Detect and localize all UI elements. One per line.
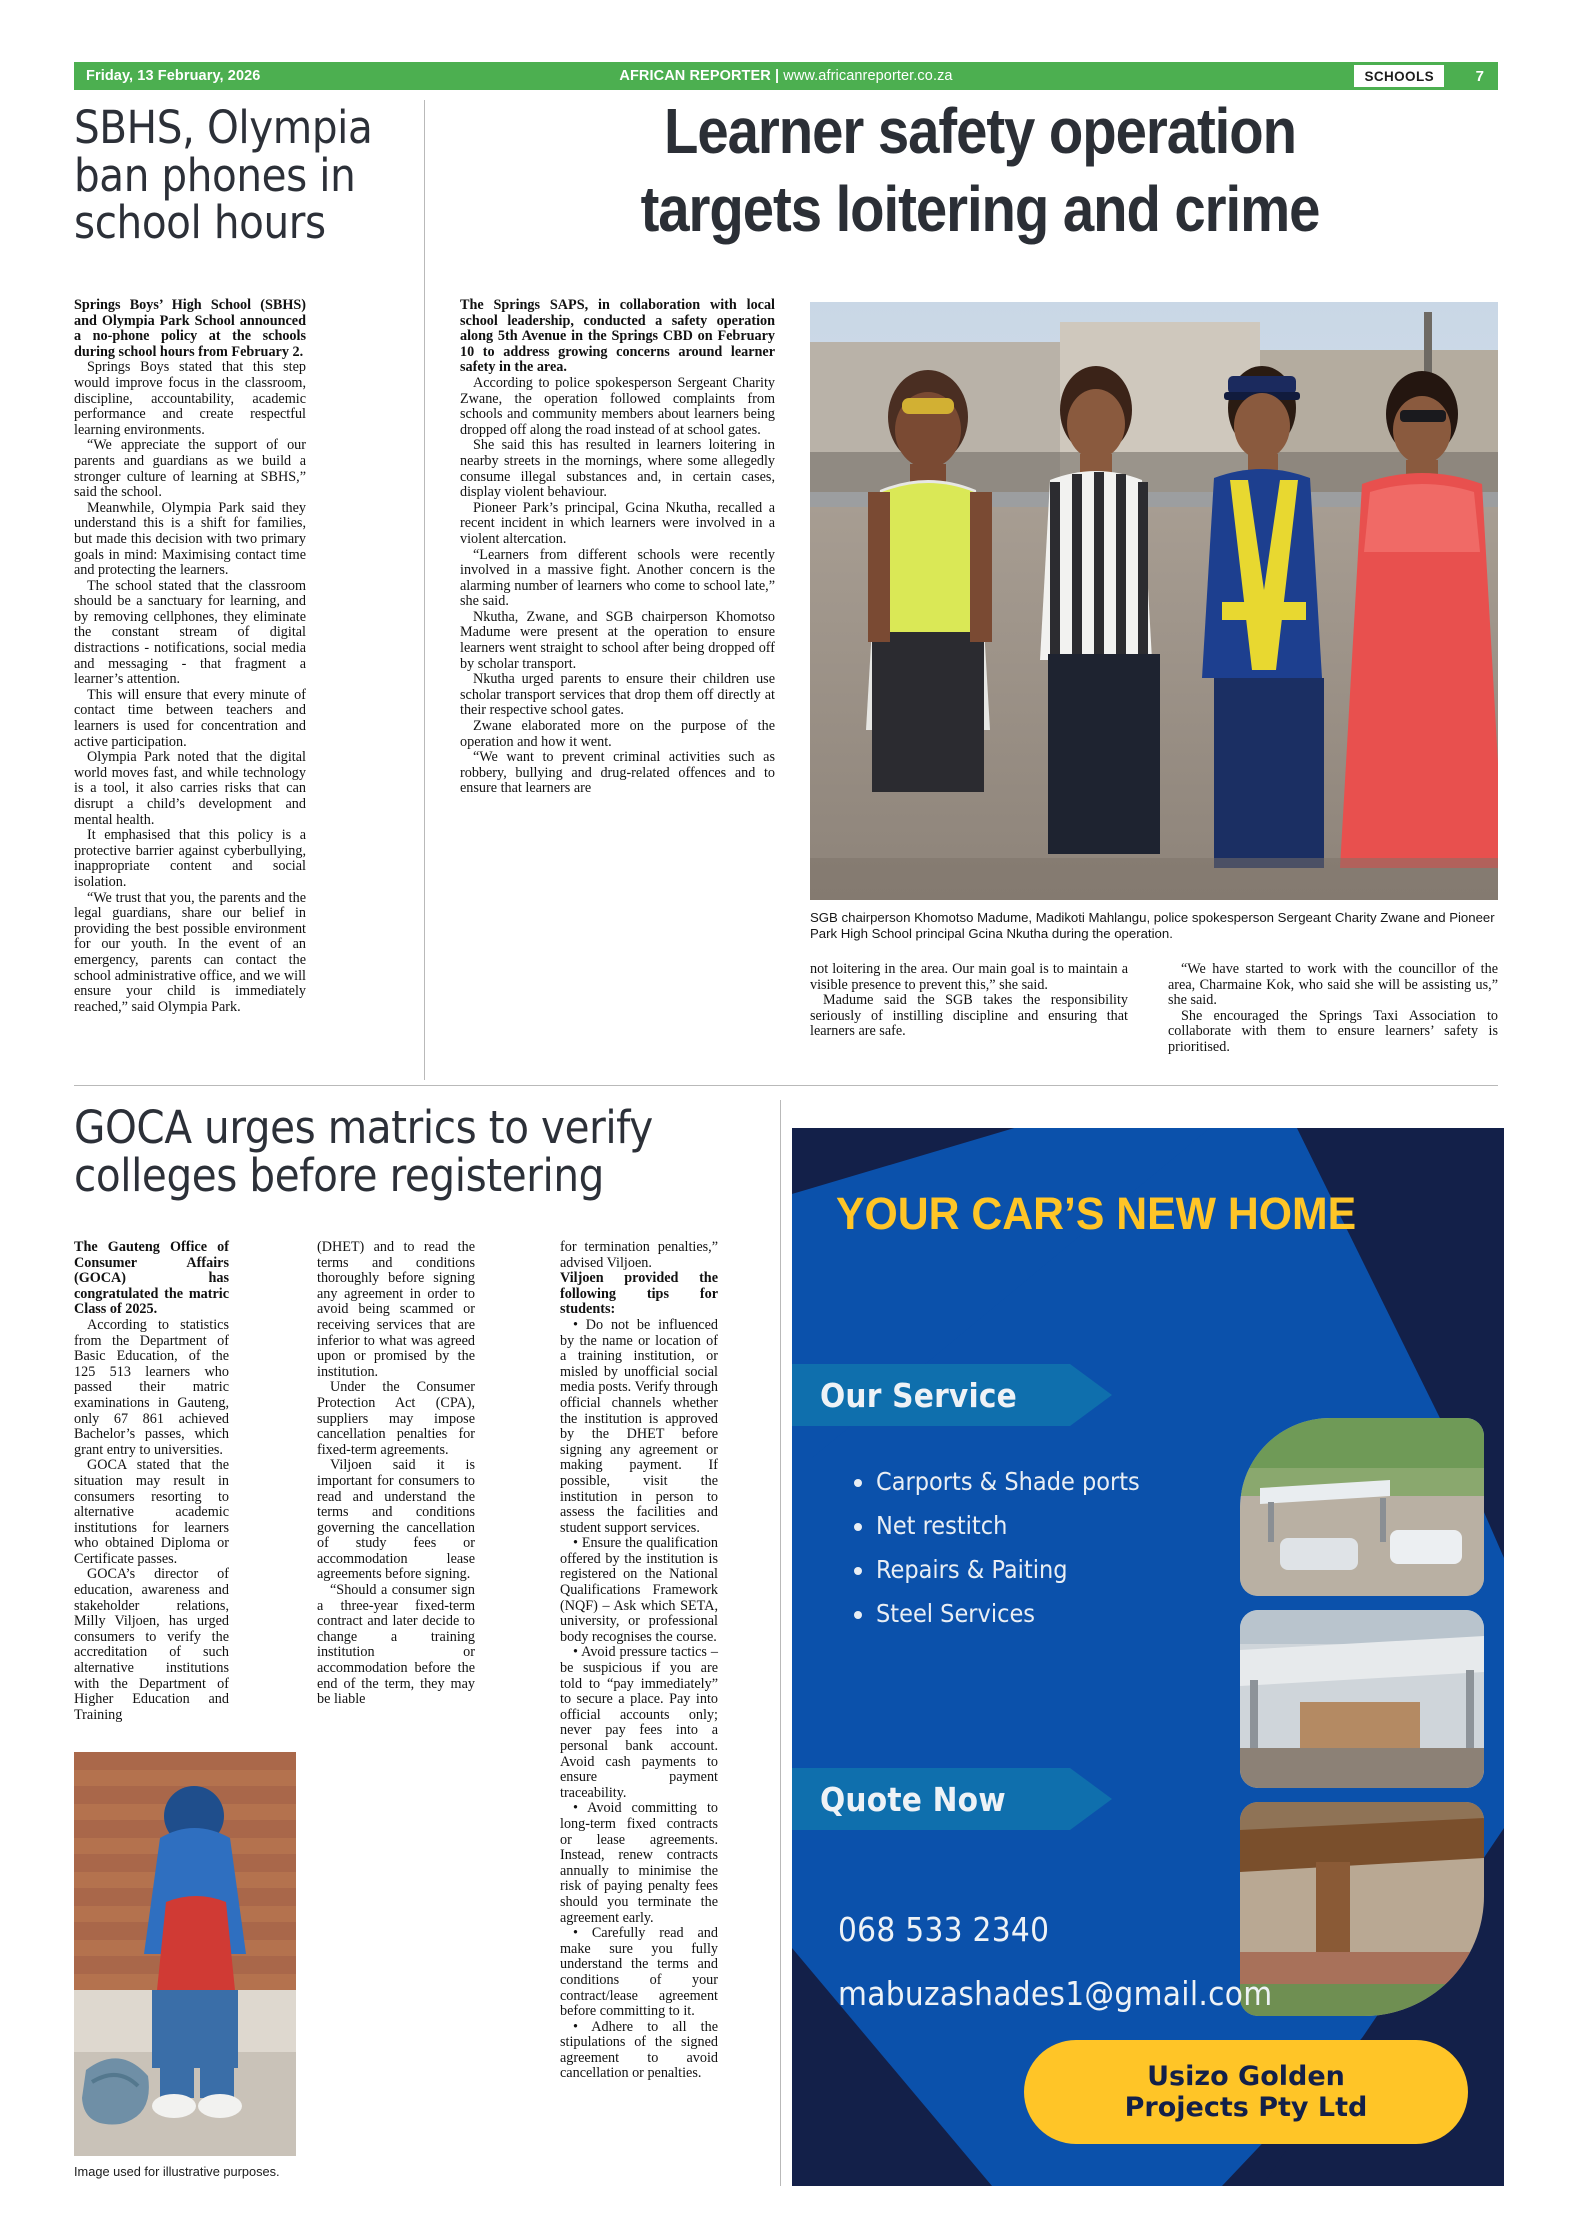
masthead-date: Friday, 13 February, 2026 [86,68,261,84]
article3-lead: The Gauteng Office of Consumer Affairs (GOCA) has congratulated the matric Class of 2025. [74,1239,229,1318]
ad-service-item: • Steel Services [876,1592,1186,1636]
article2-para: Nkutha, Zwane, and SGB chairperson Khomotso Madume were present at the operation to ensure learners went straight to school after being dropped off by scholar transport. [460,608,775,672]
article1-para: “We trust that you, the parents and the legal guardians, share our belief in providing the best possible environment for our youth. In the event of an emergency, parents can contact the school administrative office, and we will ensure your child is immediately reached,” said Olympia Park. [74,889,306,1015]
article3-para: for termination penalties,” advised Viljoen. [560,1239,718,1271]
article3-photo-caption: Image used for illustrative purposes. [74,2164,280,2179]
operation-photo-illustration [810,302,1498,900]
article1-para: “We appreciate the support of our parents and guardians as we build a stronger culture of learning at SBHS,” said the school. [74,437,306,501]
ad-quote-label: Quote Now [820,1779,1006,1819]
article1-column-1 [74,298,306,1015]
vertical-divider-1 [424,100,425,1080]
article1-headline: SBHS, Olympia ban phones in school hours [74,101,373,250]
masthead-publication [74,68,1498,84]
article1-para: Springs Boys stated that this step would improve focus in the classroom, discipline, accountability, academic performance and create respectful learning environments. [74,359,306,438]
article3-bullet: • Avoid pressure tactics – be suspicious if you are told to “pay immediately” to secure a place. Pay into official accounts only; never pay fees into a personal bank account. Avoid cash payments to ensure payment traceability. [560,1644,718,1801]
article2-para: She encouraged the Springs Taxi Association to collaborate with them to ensure learners’ safety is prioritised. [1168,1007,1498,1055]
article3-photo [74,1752,296,2156]
masthead-bar [74,62,1498,90]
ad-company-line1: Usizo Golden [1147,2061,1345,2092]
article3-column-3 [560,1240,718,2082]
article2-para: not loitering in the area. Our main goal is to maintain a visible presence to prevent this,” she said. [810,961,1128,993]
article3-subhead: Viljoen provided the following tips for students: [560,1270,718,1318]
article3-para: Viljoen said it is important for consumers to read and understand the terms and conditions governing the cancellation of study fees or accommodation lease agreements before signing. [317,1457,475,1583]
article3-column-1 [74,1240,229,1723]
article3-column-2 [317,1240,475,1708]
horizontal-divider-1 [74,1085,1498,1086]
article2-photo-caption: SGB chairperson Khomotso Madume, Madikoti Mahlangu, police spokesperson Sergeant Charity Zwane and Pioneer Park High School principal Gcina Nkutha during the operation. [810,910,1495,941]
article3-bullet: • Adhere to all the stipulations of the signed agreement to avoid cancellation or penalties. [560,2018,718,2082]
student-illustration [74,1752,296,2156]
article3-bullet: • Ensure the qualification offered by the institution is registered on the National Qualifications Framework (NQF) – Ask which SETA, university, or professional body recognises the course. [560,1535,718,1645]
article2-para: Zwane elaborated more on the purpose of the operation and how it went. [460,718,775,750]
shadeport-photo-illustration [1240,1610,1484,1788]
ad-company-line2: Projects Pty Ltd [1124,2092,1368,2123]
article2-para: Pioneer Park’s principal, Gcina Nkutha, recalled a recent incident in which learners were involved in a violent altercation. [460,499,775,547]
article3-para: GOCA stated that the situation may result in consumers resorting to alternative academic institutions for learners who obtained Diploma or Certificate passes. [74,1457,229,1567]
band-arrow-icon [1070,1364,1112,1426]
article3-headline: GOCA urges matrics to verify colleges before registering [74,1101,653,1202]
ad-headline: YOUR CAR’S NEW HOME [836,1188,1357,1239]
advertisement[interactable] [792,1128,1504,2186]
article3-para: According to statistics from the Department of Basic Education, of the 125 513 learners who passed their matric examinations in Gauteng, only 67 861 achieved Bachelor’s passes, which grant entry to universities. [74,1316,229,1458]
article3-para: “Should a consumer sign a three-year fixed-term contract and later decide to change a training institution or accommodation before the end of the term, they may be liable [317,1582,475,1708]
article2-para: “We have started to work with the councillor of the area, Charmaine Kok, who said she will be assisting us,” she said. [1168,961,1498,1009]
article2-column-1 [460,298,775,797]
ad-email[interactable]: mabuzashades1@gmail.com [838,1974,1273,2013]
ad-quote-band [792,1768,1070,1830]
article2-photo [810,302,1498,900]
article2-lead: The Springs SAPS, in collaboration with local school leadership, conducted a safety operation along 5th Avenue in the Springs CBD on February 10 to address growing concerns around learner safety in the area. [460,297,775,376]
article3-para: (DHET) and to read the terms and conditions thoroughly before signing any agreement in order to avoid being scammed or receiving services that are inferior to what was agreed upon or promised by the institution. [317,1239,475,1380]
article1-lead: Springs Boys’ High School (SBHS) and Olympia Park School announced a no-phone policy at the schools during school hours from February 2. [74,297,306,360]
article2-headline-line1: Learner safety operation [664,95,1296,167]
article2-para: According to police spokesperson Sergeant Charity Zwane, the operation followed complaints from schools and community members about learners being dropped off along the road instead of at school gates. [460,374,775,438]
publication-website: www.africanreporter.co.za [783,68,953,84]
article1-para: This will ensure that every minute of contact time between teachers and learners is used for concentration and active participation. [74,686,306,750]
article1-para: The school stated that the classroom should be a sanctuary for learning, and by removing cellphones, they eliminate the constant stream of digital distractions - notifications, social media and messaging - that fragment a learner’s attention. [74,577,306,688]
section-badge: SCHOOLS [1354,65,1444,87]
article3-para: GOCA’s director of education, awareness and stakeholder relations, Milly Viljoen, has urged consumers to verify the accreditation of such alternative institutions with the Department of Higher Education and Training [74,1566,229,1723]
article1-para: Olympia Park noted that the digital world moves fast, and while technology is a tool, it also carries risks that can disrupt a child’s development and mental health. [74,749,306,828]
article2-column-2 [810,962,1128,1040]
article2-para: “Learners from different schools were recently involved in a massive fight. Another concern is the alarming number of learners who come to school late,” she said. [460,546,775,610]
article3-bullet: • Avoid committing to long-term fixed contracts or lease agreements. Instead, renew contracts annually to minimise the risk of paying penalty fees should you terminate the agreement early. [560,1800,718,1926]
publication-name: AFRICAN REPORTER [619,68,771,84]
ad-company-badge [1024,2040,1468,2144]
article2-headline-line2: targets loitering and crime [640,173,1320,245]
carport-photo-illustration [1240,1418,1484,1596]
ad-phone[interactable]: 068 533 2340 [838,1910,1050,1949]
ad-service-label: Our Service [820,1375,1017,1415]
ad-service-list [836,1460,1186,1636]
ad-photo-carports [1240,1418,1484,1596]
masthead-separator: | [770,68,784,84]
page-number: 7 [1475,67,1484,85]
ad-service-item: • Net restitch [876,1504,1186,1548]
ad-service-item: • Carports & Shade ports [876,1460,1186,1504]
article3-bullet: • Do not be influenced by the name or location of a training institution, or misled by unofficial social media posts. Verify through official channels whether the institution is approved by the DHET before signing any agreement or making payment. If possible, visit the institution in person to assess the facilities and student support services. [560,1316,718,1536]
vertical-divider-2 [780,1100,781,2186]
article2-para: “We want to prevent criminal activities such as robbery, bullying and drug-related offences and to ensure that learners are [460,749,775,797]
article2-para: She said this has resulted in learners loitering in nearby streets in the mornings, where some allegedly consume illegal substances and, in certain cases, display violent behaviour. [460,437,775,501]
article2-para: Madume said the SGB takes the responsibility seriously of instilling discipline and ensuring that learners are safe. [810,992,1128,1040]
article2-para: Nkutha urged parents to ensure their children use scholar transport services that drop them off directly at their respective school gates. [460,671,775,719]
article1-para: Meanwhile, Olympia Park said they understand this is a shift for families, but made this decision with two primary goals in mind: Maximising contact time and protecting the learners. [74,499,306,579]
ad-service-band [792,1364,1070,1426]
article2-column-3 [1168,962,1498,1056]
band-arrow-icon [1070,1768,1112,1830]
article3-para: Under the Consumer Protection Act (CPA), suppliers may impose cancellation penalties for fixed-term agreements. [317,1379,475,1458]
ad-photo-shade [1240,1610,1484,1788]
article1-para: It emphasised that this policy is a protective barrier against cyberbullying, inappropriate content and social isolation. [74,827,306,890]
ad-service-item: • Repairs & Paiting [876,1548,1186,1592]
article3-bullet: • Carefully read and make sure you fully understand the terms and conditions of your contract/lease agreement before committing to it. [560,1925,718,2020]
